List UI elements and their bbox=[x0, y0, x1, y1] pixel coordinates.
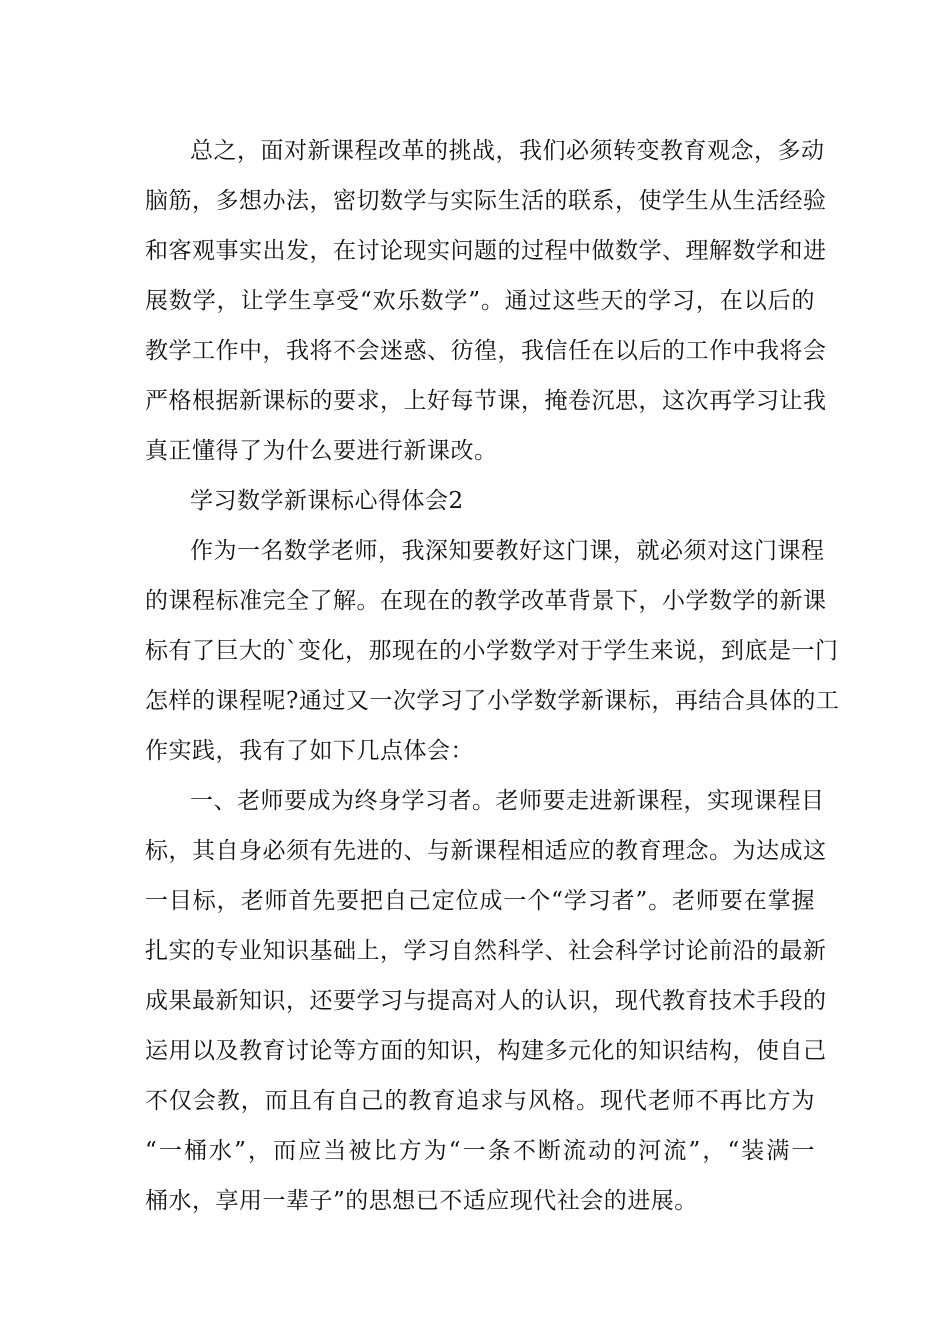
paragraph-1-line-1: 总之，面对新课程改革的挑战，我们必须转变教育观念，多动 bbox=[190, 138, 825, 164]
paragraph-1-line-2: 脑筋，多想办法，密切数学与实际生活的联系，使学生从生活经验 bbox=[145, 188, 827, 214]
paragraph-3-line-9: 桶水，享用一辈子”的思想已不适应现代社会的进展。 bbox=[145, 1188, 698, 1214]
paragraph-2-line-1: 作为一名数学老师，我深知要教好这门课，就必须对这门课程 bbox=[190, 538, 825, 564]
paragraph-3-line-5: 成果最新知识，还要学习与提高对人的认识，现代教育技术手段的 bbox=[145, 988, 827, 1014]
paragraph-2-line-2: 的课程标准完全了解。在现在的教学改革背景下，小学数学的新课 bbox=[145, 588, 827, 614]
paragraph-2-line-4: 怎样的课程呢?通过又一次学习了小学数学新课标，再结合具体的工 bbox=[145, 688, 840, 714]
paragraph-3-line-4: 扎实的专业知识基础上，学习自然科学、社会科学讨论前沿的最新 bbox=[145, 938, 827, 964]
paragraph-3-line-8: “一桶水”，而应当被比方为“一条不断流动的河流”，“装满一 bbox=[145, 1138, 815, 1164]
paragraph-1-line-6: 严格根据新课标的要求，上好每节课，掩卷沉思，这次再学习让我 bbox=[145, 388, 827, 414]
paragraph-3-line-3: 一目标，老师首先要把自己定位成一个“学习者”。老师要在掌握 bbox=[145, 888, 815, 914]
paragraph-3-line-6: 运用以及教育讨论等方面的知识，构建多元化的知识结构，使自己 bbox=[145, 1038, 827, 1064]
paragraph-1-line-5: 教学工作中，我将不会迷惑、彷徨，我信任在以后的工作中我将会 bbox=[145, 338, 827, 364]
paragraph-3-line-2: 标，其自身必须有先进的、与新课程相适应的教育理念。为达成这 bbox=[145, 838, 827, 864]
paragraph-3-line-7: 不仅会教，而且有自己的教育追求与风格。现代老师不再比方为 bbox=[145, 1088, 815, 1114]
paragraph-1-line-7: 真正懂得了为什么要进行新课改。 bbox=[145, 438, 498, 464]
paragraph-2-line-3: 标有了巨大的`变化，那现在的小学数学对于学生来说，到底是一门 bbox=[145, 638, 839, 664]
paragraph-2-line-5: 作实践，我有了如下几点体会： bbox=[145, 738, 474, 764]
paragraph-1-line-3: 和客观事实出发，在讨论现实问题的过程中做数学、理解数学和进 bbox=[145, 238, 827, 264]
section-heading: 学习数学新课标心得体会2 bbox=[190, 488, 464, 514]
paragraph-1-line-4: 展数学，让学生享受“欢乐数学”。通过这些天的学习，在以后的 bbox=[145, 288, 815, 314]
paragraph-3-line-1: 一、老师要成为终身学习者。老师要走进新课程，实现课程目 bbox=[190, 788, 825, 814]
